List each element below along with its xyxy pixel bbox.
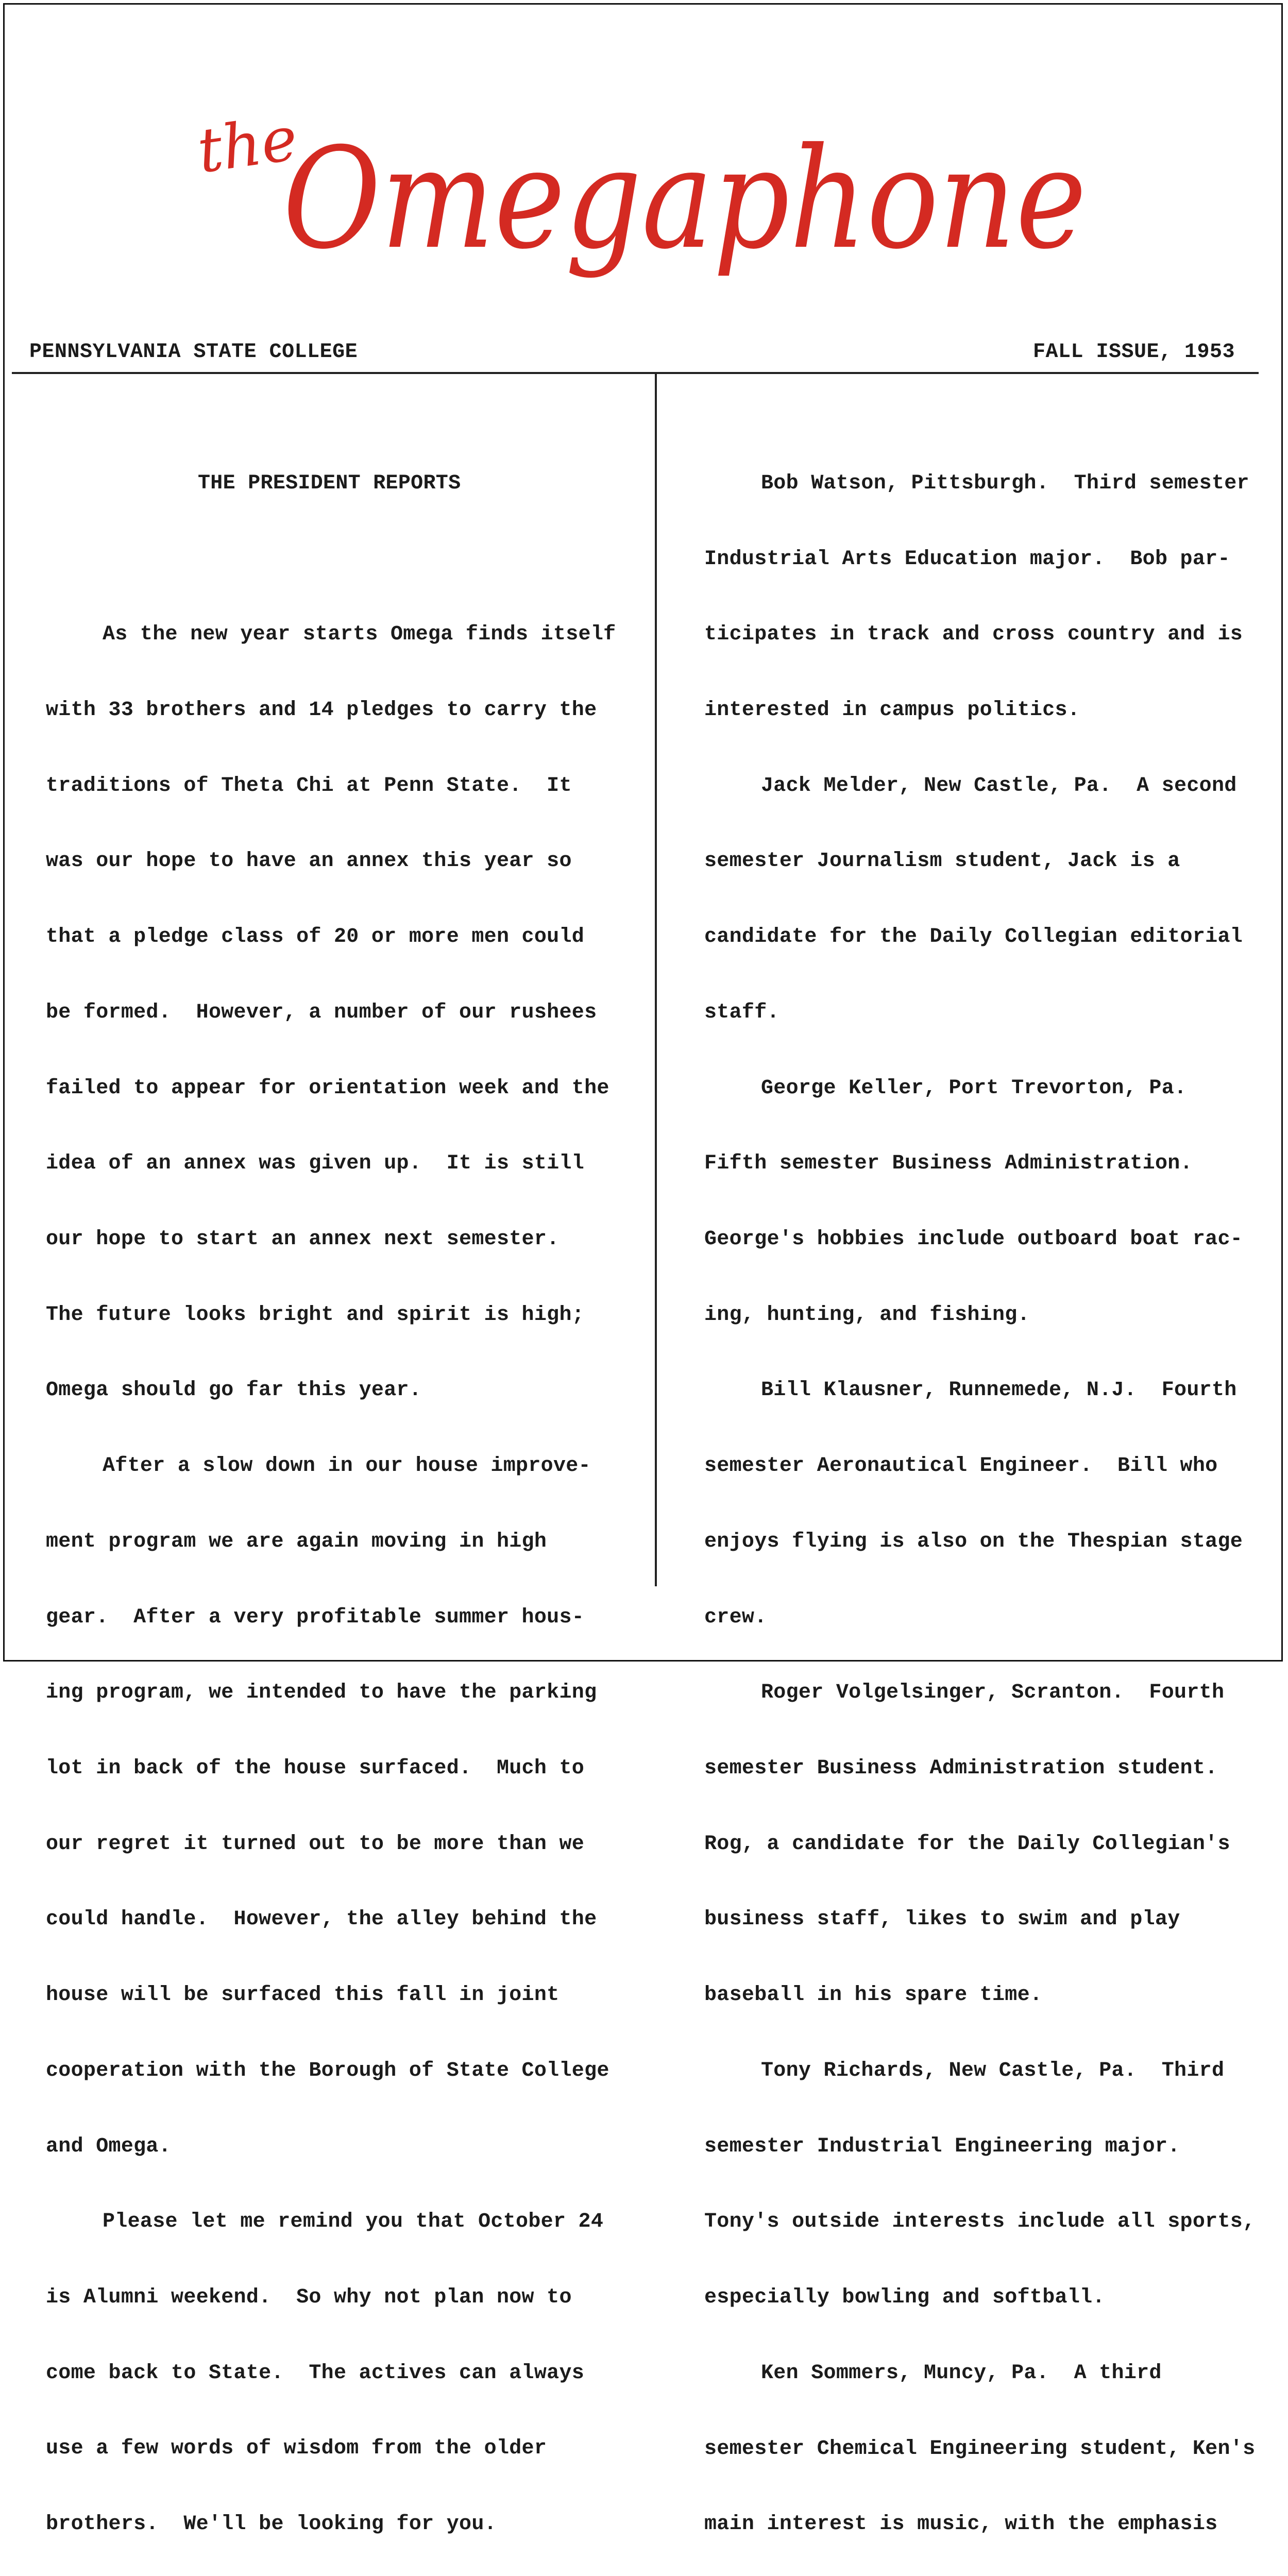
header-rule xyxy=(12,372,1259,374)
dateline-school: PENNSYLVANIA STATE COLLEGE xyxy=(29,341,358,364)
president-line: ment program we are again moving in high xyxy=(46,1530,547,1553)
pledge-line: Jack Melder, New Castle, Pa. A second xyxy=(761,774,1237,798)
president-line: ing program, we intended to have the parking xyxy=(46,1681,597,1705)
pledge-line: semester Business Administration student. xyxy=(704,1757,1218,1781)
president-line: that a pledge class of 20 or more men could xyxy=(46,925,585,949)
pledge-line: semester Journalism student, Jack is a xyxy=(704,850,1180,873)
pledge-line: baseball in his spare time. xyxy=(704,1984,1043,2007)
president-line: Please let me remind you that October 24 xyxy=(103,2210,604,2234)
pledge-line: semester Aeronautical Engineer. Bill who xyxy=(704,1454,1218,1478)
president-line: gear. After a very profitable summer hous- xyxy=(46,1605,585,1629)
masthead-the: the xyxy=(193,102,302,187)
pledge-line: semester Industrial Engineering major. xyxy=(704,2134,1180,2158)
president-line: lot in back of the house surfaced. Much to xyxy=(46,1757,585,1781)
pledge-line: especially bowling and softball. xyxy=(704,2286,1105,2310)
pledge-line: Bob Watson, Pittsburgh. Third semester xyxy=(761,471,1249,495)
pledge-line: Tony Richards, New Castle, Pa. Third xyxy=(761,2059,1225,2082)
president-line: The future looks bright and spirit is high; xyxy=(46,1303,585,1327)
president-line: brothers. We'll be looking for you. xyxy=(46,2513,497,2536)
pledge-line: Roger Volgelsinger, Scranton. Fourth xyxy=(761,1681,1225,1705)
left-column xyxy=(46,421,638,2576)
masthead-title: Omegaphone xyxy=(283,117,1087,280)
president-line: cooperation with the Borough of State College xyxy=(46,2059,609,2082)
dateline-issue: FALL ISSUE, 1953 xyxy=(1032,341,1235,364)
right-column xyxy=(704,421,1281,2576)
pledge-line: Rog, a candidate for the Daily Collegian's xyxy=(704,1832,1230,1856)
masthead-logo xyxy=(5,5,1284,324)
president-line: use a few words of wisdom from the older xyxy=(46,2437,547,2461)
president-line: our regret it turned out to be more than we xyxy=(46,1832,585,1856)
pledge-line: Ken Sommers, Muncy, Pa. A third xyxy=(761,2361,1162,2385)
column-divider xyxy=(655,374,657,1586)
president-line: house will be surfaced this fall in joint xyxy=(46,1984,560,2007)
pledge-line: business staff, likes to swim and play xyxy=(704,1908,1180,1931)
president-line: idea of an annex was given up. It is still xyxy=(46,1152,585,1176)
pledge-line: George Keller, Port Trevorton, Pa. xyxy=(761,1076,1187,1100)
president-line: our hope to start an annex next semester. xyxy=(46,1227,560,1251)
president-line: with 33 brothers and 14 pledges to carry the xyxy=(46,698,597,722)
pledge-line: Bill Klausner, Runnemede, N.J. Fourth xyxy=(761,1379,1237,1402)
pledge-line: crew. xyxy=(704,1605,767,1629)
pledge-line: semester Chemical Engineering student, Ken's xyxy=(704,2437,1256,2461)
president-line: After a slow down in our house improve- xyxy=(103,1454,591,1478)
pledge-line: Tony's outside interests include all sports, xyxy=(704,2210,1256,2234)
president-line: be formed. However, a number of our rushees xyxy=(46,1001,597,1024)
president-heading: THE PRESIDENT REPORTS xyxy=(198,471,461,495)
president-line: Omega should go far this year. xyxy=(46,1379,422,1402)
pledge-line: interested in campus politics. xyxy=(704,698,1080,722)
president-line: As the new year starts Omega finds itself xyxy=(103,623,616,647)
pledge-line: enjoys flying is also on the Thespian stage xyxy=(704,1530,1243,1553)
president-line: failed to appear for orientation week and the xyxy=(46,1076,609,1100)
pledge-line: main interest is music, with the emphasis xyxy=(704,2513,1218,2536)
pledge-line: ticipates in track and cross country and is xyxy=(704,623,1243,647)
newsletter-page xyxy=(3,3,1283,2536)
president-line: and Omega. xyxy=(46,2134,172,2158)
pledge-line: candidate for the Daily Collegian editorial xyxy=(704,925,1243,949)
president-line: come back to State. The actives can always xyxy=(46,2361,585,2385)
president-line: is Alumni weekend. So why not plan now to xyxy=(46,2286,572,2310)
pledge-line: Industrial Arts Education major. Bob par- xyxy=(704,547,1230,571)
pledge-line: ing, hunting, and fishing. xyxy=(704,1303,1030,1327)
president-line: was our hope to have an annex this year so xyxy=(46,850,572,873)
pledge-line: Fifth semester Business Administration. xyxy=(704,1152,1193,1176)
masthead xyxy=(5,5,1281,324)
president-line: could handle. However, the alley behind the xyxy=(46,1908,597,1931)
pledge-line: staff. xyxy=(704,1001,779,1024)
pledge-line: George's hobbies include outboard boat rac- xyxy=(704,1228,1243,1251)
president-line: traditions of Theta Chi at Penn State. It xyxy=(46,774,572,798)
